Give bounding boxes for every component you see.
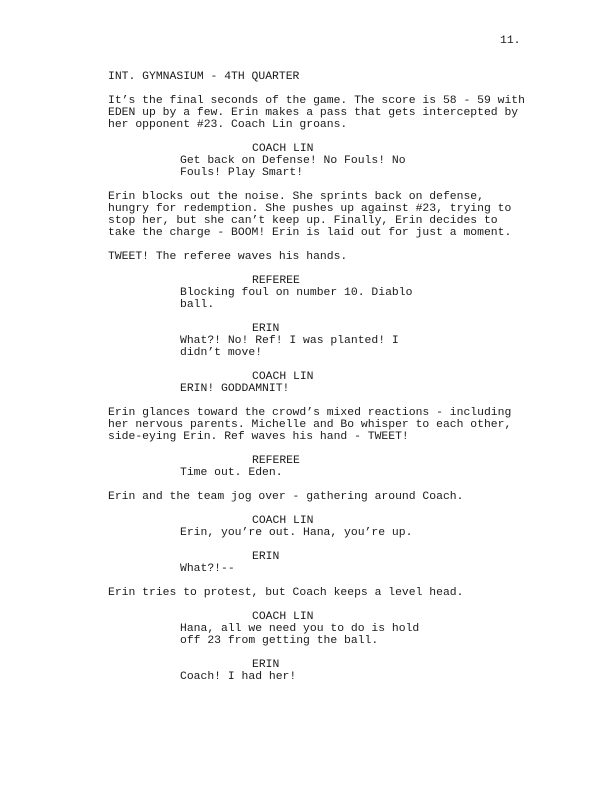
blank-line [108,443,548,455]
action-line: Erin glances toward the crowd’s mixed reactions - including [108,407,512,419]
blank-line [108,599,548,611]
action-line: hungry for redemption. She pushes up against #23, trying to [108,203,512,215]
blank-line [108,83,548,95]
blank-line [108,575,548,587]
action-line: TWEET! The referee waves his hands. [108,251,348,263]
action-line: take the charge - BOOM! Erin is laid out for just a moment. [108,227,512,239]
character-name: REFEREE [252,275,300,287]
dialogue-line: ERIN! GODDAMNIT! [180,383,290,395]
blank-line [108,179,548,191]
dialogue-line: Fouls! Play Smart! [180,167,304,179]
action-line: It’s the final seconds of the game. The score is 58 - 59 with [108,95,525,107]
character-name: ERIN [252,323,280,335]
blank-line [108,395,548,407]
character-name: COACH LIN [252,611,314,623]
action-line: her opponent #23. Coach Lin groans. [108,119,348,131]
action-line: stop her, but she can’t keep up. Finally, Erin decides to [108,215,498,227]
blank-line [108,479,548,491]
dialogue-line: What?!-- [180,563,235,575]
character-name: REFEREE [252,455,300,467]
blank-line [108,311,548,323]
script-body [108,71,548,683]
dialogue-line: What?! No! Ref! I was planted! I [180,335,399,347]
dialogue-line: Time out. Eden. [180,467,283,479]
blank-line [108,647,548,659]
character-name: ERIN [252,551,280,563]
dialogue-line: Coach! I had her! [180,671,297,683]
blank-line [108,239,548,251]
blank-line [108,359,548,371]
dialogue-line: Hana, all we need you to do is hold [180,623,420,635]
blank-line [108,539,548,551]
action-line: Erin and the team jog over - gathering around Coach. [108,491,464,503]
dialogue-line: ball. [180,299,215,311]
dialogue-line: off 23 from getting the ball. [180,635,379,647]
scene-heading: INT. GYMNASIUM - 4TH QUARTER [108,71,300,83]
character-name: COACH LIN [252,371,314,383]
action-line: Erin tries to protest, but Coach keeps a level head. [108,587,464,599]
blank-line [108,263,548,275]
dialogue-line: Get back on Defense! No Fouls! No [180,155,406,167]
action-line: side-eying Erin. Ref waves his hand - TWEET! [108,431,409,443]
blank-line [108,503,548,515]
page-number: 11. [500,35,521,47]
dialogue-line: Erin, you’re out. Hana, you’re up. [180,527,413,539]
action-line: EDEN up by a few. Erin makes a pass that gets intercepted by [108,107,519,119]
dialogue-line: didn’t move! [180,347,263,359]
character-name: COACH LIN [252,515,314,527]
action-line: Erin blocks out the noise. She sprints back on defense, [108,191,484,203]
character-name: ERIN [252,659,280,671]
blank-line [108,131,548,143]
character-name: COACH LIN [252,143,314,155]
dialogue-line: Blocking foul on number 10. Diablo [180,287,413,299]
action-line: her nervous parents. Michelle and Bo whisper to each other, [108,419,512,431]
